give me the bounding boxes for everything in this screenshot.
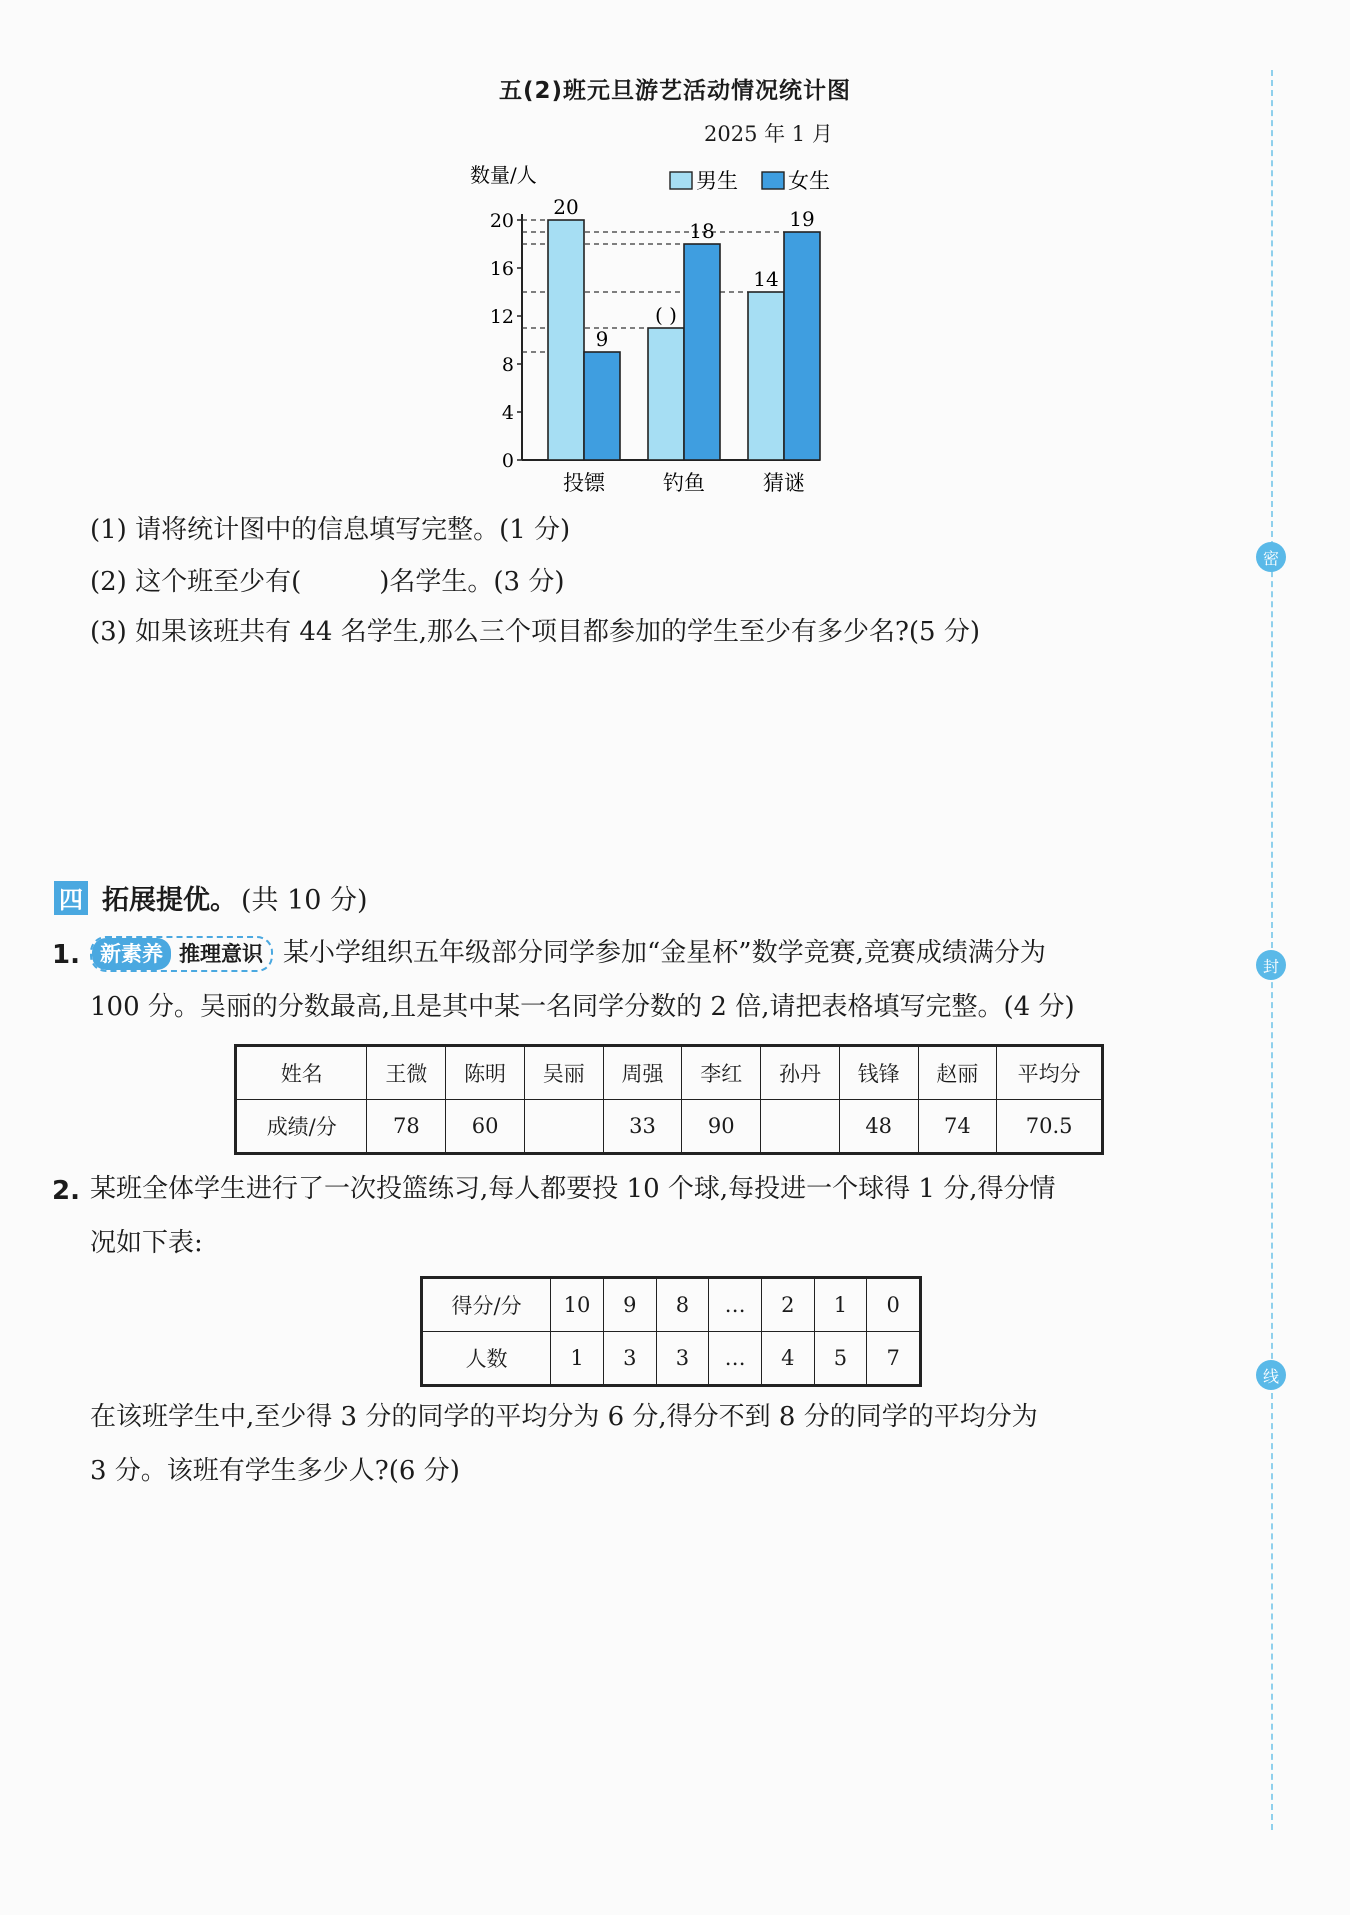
data-label: 20 bbox=[553, 195, 579, 219]
data-label: 9 bbox=[595, 327, 609, 351]
question-1: (1) 请将统计图中的信息填写完整。(1 分) bbox=[90, 515, 571, 545]
score-header-cell-0: 姓名 bbox=[236, 1046, 367, 1100]
shooting-value-cell-3: 3 bbox=[656, 1332, 709, 1386]
shooting-table bbox=[420, 1276, 922, 1387]
bar-girls-1 bbox=[684, 244, 720, 460]
problem-2-line-3: 在该班学生中,至少得 3 分的同学的平均分为 6 分,得分不到 8 分的同学的平均分为 bbox=[90, 1402, 1038, 1432]
chart-date: 2025 年 1 月 bbox=[704, 122, 833, 146]
data-label: 19 bbox=[789, 207, 815, 231]
section-title: 拓展提优。 bbox=[102, 885, 237, 916]
shooting-value-cell-2: 3 bbox=[603, 1332, 656, 1386]
score-table-value-row bbox=[236, 1100, 1103, 1154]
x-tick-label: 投镖 bbox=[563, 471, 605, 495]
score-value-cell-7: 48 bbox=[839, 1100, 918, 1154]
section-header bbox=[54, 878, 368, 917]
shooting-header-cell-6: 1 bbox=[814, 1278, 867, 1332]
shooting-header-cell-4: … bbox=[709, 1278, 762, 1332]
score-value-cell-0: 成绩/分 bbox=[236, 1100, 367, 1154]
y-tick-label: 4 bbox=[501, 402, 514, 424]
y-tick-label: 8 bbox=[501, 354, 514, 376]
x-tick-label: 钓鱼 bbox=[663, 471, 705, 495]
chart-title: 五(2)班元旦游艺活动情况统计图 bbox=[498, 78, 852, 104]
score-value-cell-3[interactable] bbox=[524, 1100, 603, 1154]
shooting-header-cell-2: 9 bbox=[603, 1278, 656, 1332]
bar-chart bbox=[470, 160, 890, 500]
shooting-value-cell-1: 1 bbox=[551, 1332, 604, 1386]
shooting-header-cell-3: 8 bbox=[656, 1278, 709, 1332]
shooting-header-cell-7: 0 bbox=[867, 1278, 921, 1332]
problem-2-line-4: 3 分。该班有学生多少人?(6 分) bbox=[90, 1456, 460, 1486]
problem-2-line-2: 况如下表: bbox=[90, 1228, 203, 1258]
y-tick-label: 12 bbox=[489, 306, 514, 328]
problem-1-line-1: 某小学组织五年级部分同学参加“金星杯”数学竞赛,竞赛成绩满分为 bbox=[283, 938, 1046, 968]
section-number: 四 bbox=[54, 881, 88, 915]
question-2-part-b: )名学生。(3 分) bbox=[379, 567, 565, 597]
legend-label-1: 女生 bbox=[788, 169, 830, 193]
problem-2-text bbox=[90, 1162, 1250, 1270]
side-mark-line: 线 bbox=[1256, 1360, 1286, 1390]
score-value-cell-6[interactable] bbox=[761, 1100, 840, 1154]
data-label: 14 bbox=[753, 267, 779, 291]
bar-boys-0 bbox=[548, 220, 584, 460]
bar-girls-2 bbox=[784, 232, 820, 460]
legend-label-0: 男生 bbox=[696, 169, 738, 193]
score-table-header-row bbox=[236, 1046, 1103, 1100]
score-header-cell-2: 陈明 bbox=[446, 1046, 525, 1100]
shooting-header-cell-1: 10 bbox=[551, 1278, 604, 1332]
shooting-value-cell-0: 人数 bbox=[422, 1332, 551, 1386]
score-header-cell-3: 吴丽 bbox=[524, 1046, 603, 1100]
data-label: ( ) bbox=[655, 303, 677, 327]
score-value-cell-8: 74 bbox=[918, 1100, 997, 1154]
legend-swatch-0 bbox=[670, 172, 692, 189]
legend-swatch-1 bbox=[762, 172, 784, 189]
score-header-cell-7: 钱锋 bbox=[839, 1046, 918, 1100]
score-value-cell-5: 90 bbox=[682, 1100, 761, 1154]
badge-reasoning: 推理意识 bbox=[179, 942, 263, 966]
score-header-cell-9: 平均分 bbox=[997, 1046, 1103, 1100]
y-tick-label: 0 bbox=[501, 450, 514, 472]
section-score: (共 10 分) bbox=[241, 885, 368, 916]
y-tick-label: 20 bbox=[489, 210, 514, 232]
shooting-value-cell-5: 4 bbox=[761, 1332, 814, 1386]
side-mark-seal: 密 bbox=[1256, 542, 1286, 572]
shooting-value-cell-4: … bbox=[709, 1332, 762, 1386]
y-axis-label: 数量/人 bbox=[470, 163, 537, 187]
shooting-header-cell-0: 得分/分 bbox=[422, 1278, 551, 1332]
score-header-cell-1: 王微 bbox=[367, 1046, 446, 1100]
score-value-cell-4: 33 bbox=[603, 1100, 682, 1154]
shooting-header-cell-5: 2 bbox=[761, 1278, 814, 1332]
shooting-table-header-row bbox=[422, 1278, 921, 1332]
score-table bbox=[234, 1044, 1104, 1155]
problem-1-text bbox=[90, 926, 1250, 1034]
literacy-badge bbox=[90, 936, 273, 972]
shooting-value-cell-7: 7 bbox=[867, 1332, 921, 1386]
problem-2-number: 2. bbox=[52, 1176, 80, 1206]
question-2-part-a: (2) 这个班至少有( bbox=[90, 567, 302, 597]
data-label: 18 bbox=[689, 219, 715, 243]
problem-1-line-2: 100 分。吴丽的分数最高,且是其中某一名同学分数的 2 倍,请把表格填写完整。(4 分) bbox=[90, 992, 1075, 1022]
y-tick-label: 16 bbox=[489, 258, 514, 280]
problem-2-question bbox=[90, 1390, 1250, 1498]
score-value-cell-2: 60 bbox=[446, 1100, 525, 1154]
score-header-cell-5: 李红 bbox=[682, 1046, 761, 1100]
shooting-table-value-row bbox=[422, 1332, 921, 1386]
score-header-cell-6: 孙丹 bbox=[761, 1046, 840, 1100]
bar-boys-2 bbox=[748, 292, 784, 460]
badge-new-literacy: 新素养 bbox=[92, 938, 171, 970]
score-value-cell-1: 78 bbox=[367, 1100, 446, 1154]
score-value-cell-9: 70.5 bbox=[997, 1100, 1103, 1154]
score-header-cell-8: 赵丽 bbox=[918, 1046, 997, 1100]
shooting-value-cell-6: 5 bbox=[814, 1332, 867, 1386]
question-2 bbox=[90, 566, 565, 598]
score-header-cell-4: 周强 bbox=[603, 1046, 682, 1100]
bar-girls-0 bbox=[584, 352, 620, 460]
problem-2-line-1: 某班全体学生进行了一次投篮练习,每人都要投 10 个球,每投进一个球得 1 分,得分情 bbox=[90, 1174, 1056, 1204]
bar-boys-1 bbox=[648, 328, 684, 460]
problem-1-number: 1. bbox=[52, 940, 80, 970]
side-mark-closure: 封 bbox=[1256, 950, 1286, 980]
x-tick-label: 猜谜 bbox=[763, 471, 805, 495]
question-3: (3) 如果该班共有 44 名学生,那么三个项目都参加的学生至少有多少名?(5 分) bbox=[90, 617, 981, 647]
